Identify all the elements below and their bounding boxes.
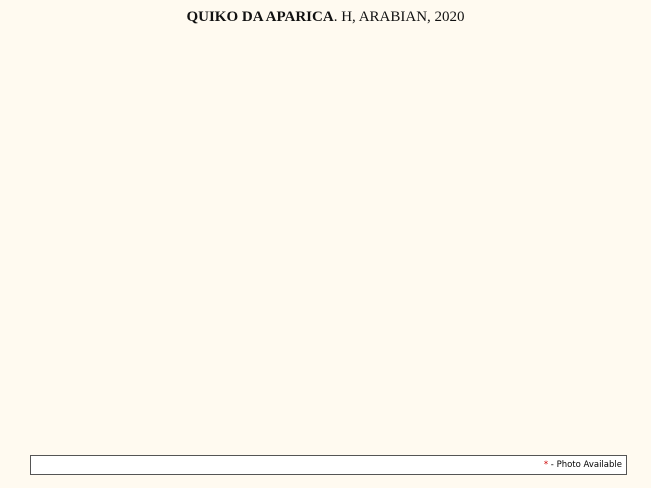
photo-available-label: - Photo Available bbox=[548, 460, 622, 470]
horse-name-title: QUIKO DA APARICA bbox=[186, 9, 334, 25]
horse-info-title: . H, ARABIAN, 2020 bbox=[333, 9, 465, 25]
footer-legend bbox=[30, 455, 627, 475]
pedigree-title bbox=[0, 9, 651, 26]
photo-star-legend: * bbox=[543, 460, 549, 470]
